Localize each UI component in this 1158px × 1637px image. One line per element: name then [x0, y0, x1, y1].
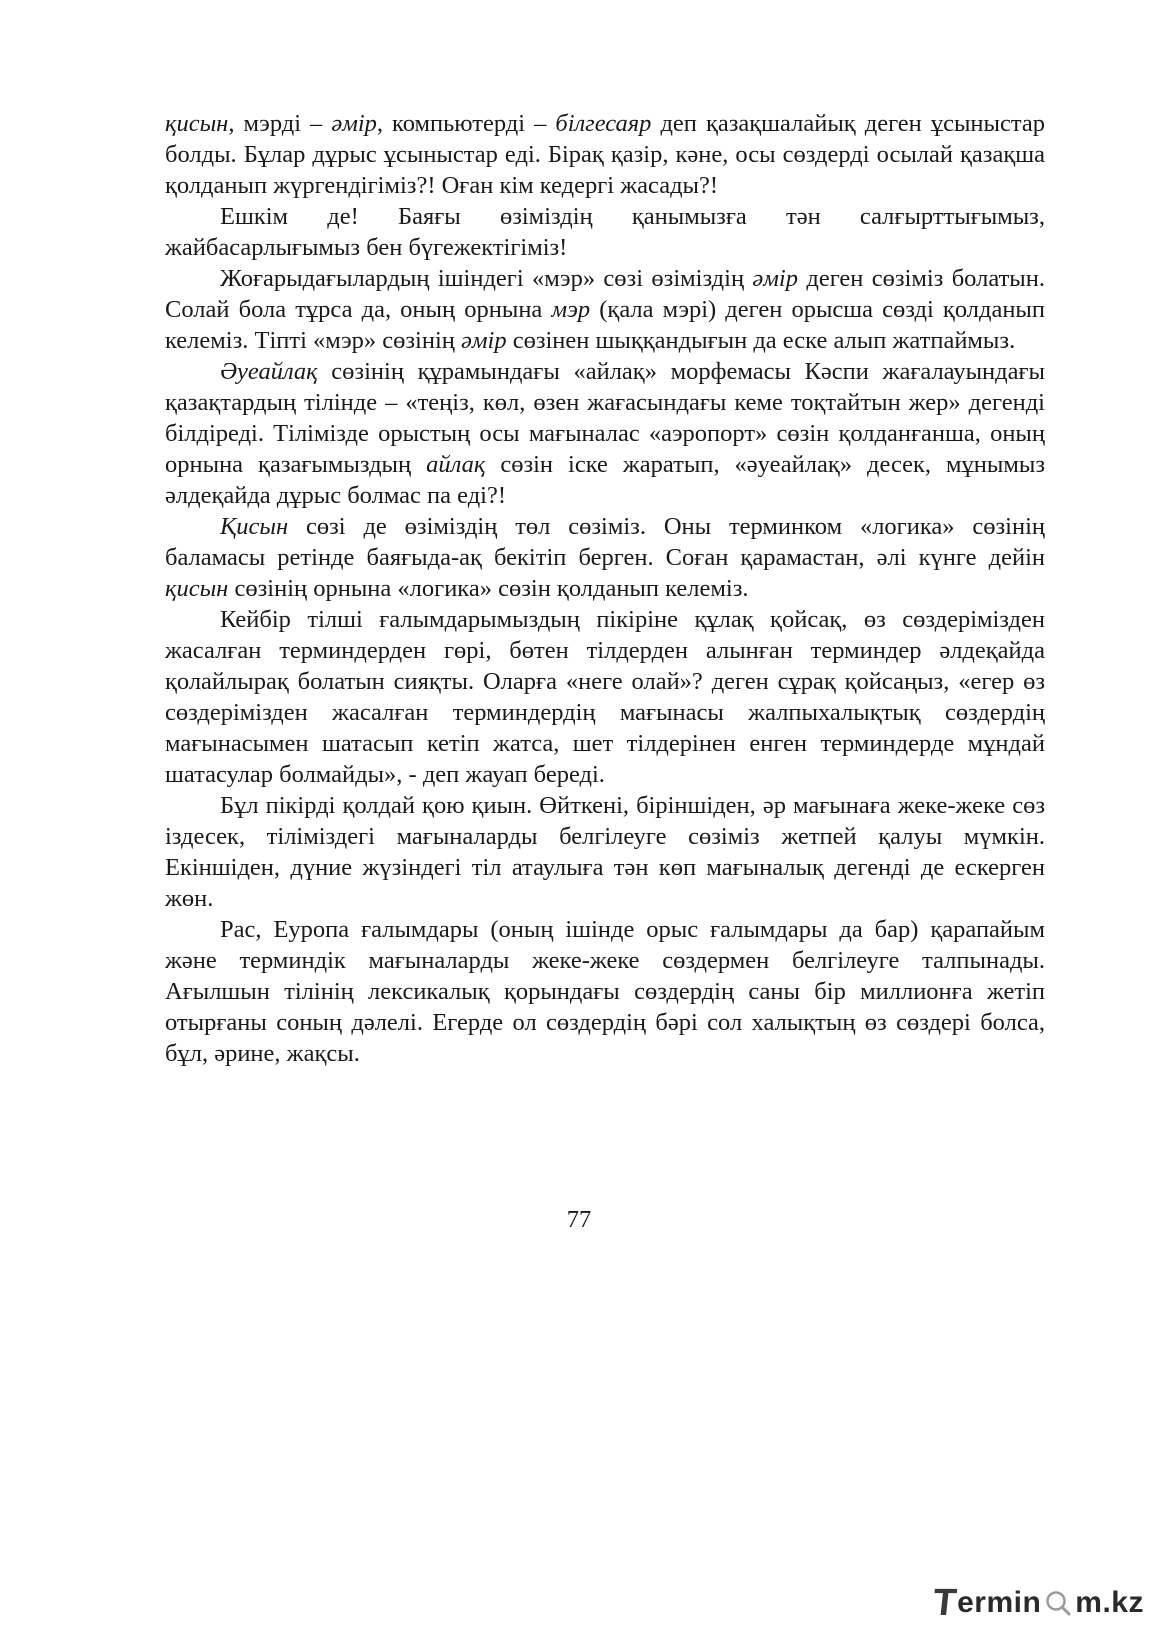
text-run: сөзінің құрамындағы «айлақ» морфемасы Кәспи жағалауындағы қазақтардың тілінде – «теңіз, көл, өзен жағасындағы кеме тоқтайтын жер» дегенді білдіреді. Тілімізде орыстың осы мағыналас «аэропорт» сөзін қолданғанша, оның орнына қазағымыздың: [165, 358, 1045, 478]
italic-term: қисын: [165, 110, 229, 137]
text-run: сөзінің орнына «логика» сөзін қолданып келеміз.: [228, 575, 749, 602]
italic-term: Қисын: [220, 513, 289, 540]
text-run: Ешкім де! Баяғы өзіміздің қанымызға тән салғырттығымыз, жайбасарлығымыз бен бүгежектігіміз!: [165, 203, 1045, 261]
text-run: Рас, Еуропа ғалымдары (оның ішінде орыс ғалымдары да бар) қарапайым және терминдік мағыналарды жеке-жеке сөздермен белгілеуге талпынады. Ағылшын тілінің лексикалық қорындағы сөздердің саны бір миллионға жетіп отырғаны соның дәлелі. Егерде ол сөздердің бәрі сол халықтың өз сөздері болса, бұл, әрине, жақсы.: [165, 916, 1045, 1067]
text-run: (қала мэрі) деген орысша сөзді қолданып келеміз. Тіпті «мэр» сөзінің: [165, 296, 1046, 354]
text-run: сөзінен шыққандығын да еске алып жатпаймыз.: [506, 327, 1016, 354]
text-run: Жоғарыдағылардың ішіндегі «мэр» сөзі өзіміздің: [220, 265, 753, 292]
text-run: деген сөзіміз болатын. Солай бола тұрса да, оның орнына: [165, 265, 1045, 323]
site-watermark: [933, 1581, 1144, 1625]
page-number: 77: [566, 1206, 592, 1233]
watermark-letter-t: T: [931, 1581, 960, 1624]
document-body: [165, 108, 1045, 1069]
text-run: сөзі де өзіміздің төл сөзіміз. Оны терминком «логика» сөзінің баламасы ретінде баяғыда-ақ бекітіп берген. Соған қарамастан, әлі күнге дейін: [165, 513, 1045, 571]
text-run: сөзін іске жаратып, «әуеайлақ» десек, мұнымыз әлдеқайда дұрыс болмас па еді?!: [165, 451, 1045, 509]
watermark-text-suffix: m.kz: [1075, 1586, 1144, 1619]
paragraph: [165, 263, 1045, 356]
paragraph: [165, 108, 1045, 201]
italic-term: мэр: [551, 296, 591, 323]
text-run: Бұл пікірді қолдай қою қиын. Өйткені, біріншіден, әр мағынаға жеке-жеке сөз іздесек, тіліміздегі мағыналарды белгілеуге сөзіміз жетпей қалуы мүмкін. Екіншіден, дүние жүзіндегі тіл атаулыға тән көп мағыналық дегенді де ескерген жөн.: [165, 792, 1045, 912]
italic-term: айлақ: [426, 451, 486, 478]
magnifier-icon: [1043, 1588, 1073, 1618]
paragraph: [165, 511, 1045, 604]
watermark-text-prefix: ermin: [957, 1586, 1042, 1619]
paragraph: [165, 914, 1045, 1069]
italic-term: қисын: [165, 575, 229, 602]
italic-term: әмір: [331, 110, 377, 137]
paragraph: [165, 201, 1045, 263]
text-run: деп қазақшалайық деген ұсыныстар болды. Бұлар дұрыс ұсыныстар еді. Бірақ қазір, кәне, осы сөздерді осылай қазақша қолданып жүргендігіміз?! Оған кім кедергі жасады?!: [165, 110, 1045, 199]
paragraph: [165, 356, 1045, 511]
text-run: , мэрді –: [228, 110, 332, 137]
text-run: , компьютерді –: [376, 110, 556, 137]
paragraph: [165, 604, 1045, 790]
italic-term: білгесаяр: [555, 110, 652, 137]
paragraph: [165, 790, 1045, 914]
text-run: Кейбір тілші ғалымдарымыздың пікіріне құлақ қойсақ, өз сөздерімізден жасалған терминдерден гөрі, бөтен тілдерден алынған терминдер әлдеқайда қолайлырақ болатын сияқты. Оларға «неге олай»? деген сұрақ қойсаңыз, «егер өз сөздерімізден жасалған терминдердің мағынасы жалпыхалықтық сөздердің мағынасымен шатасып кетіп жатса, шет тілдерінен енген терминдерде мұндай шатасулар болмайды», - деп жауап береді.: [165, 606, 1045, 788]
italic-term: әмір: [752, 265, 798, 292]
italic-term: Әуеайлақ: [220, 358, 318, 385]
italic-term: әмір: [461, 327, 507, 354]
